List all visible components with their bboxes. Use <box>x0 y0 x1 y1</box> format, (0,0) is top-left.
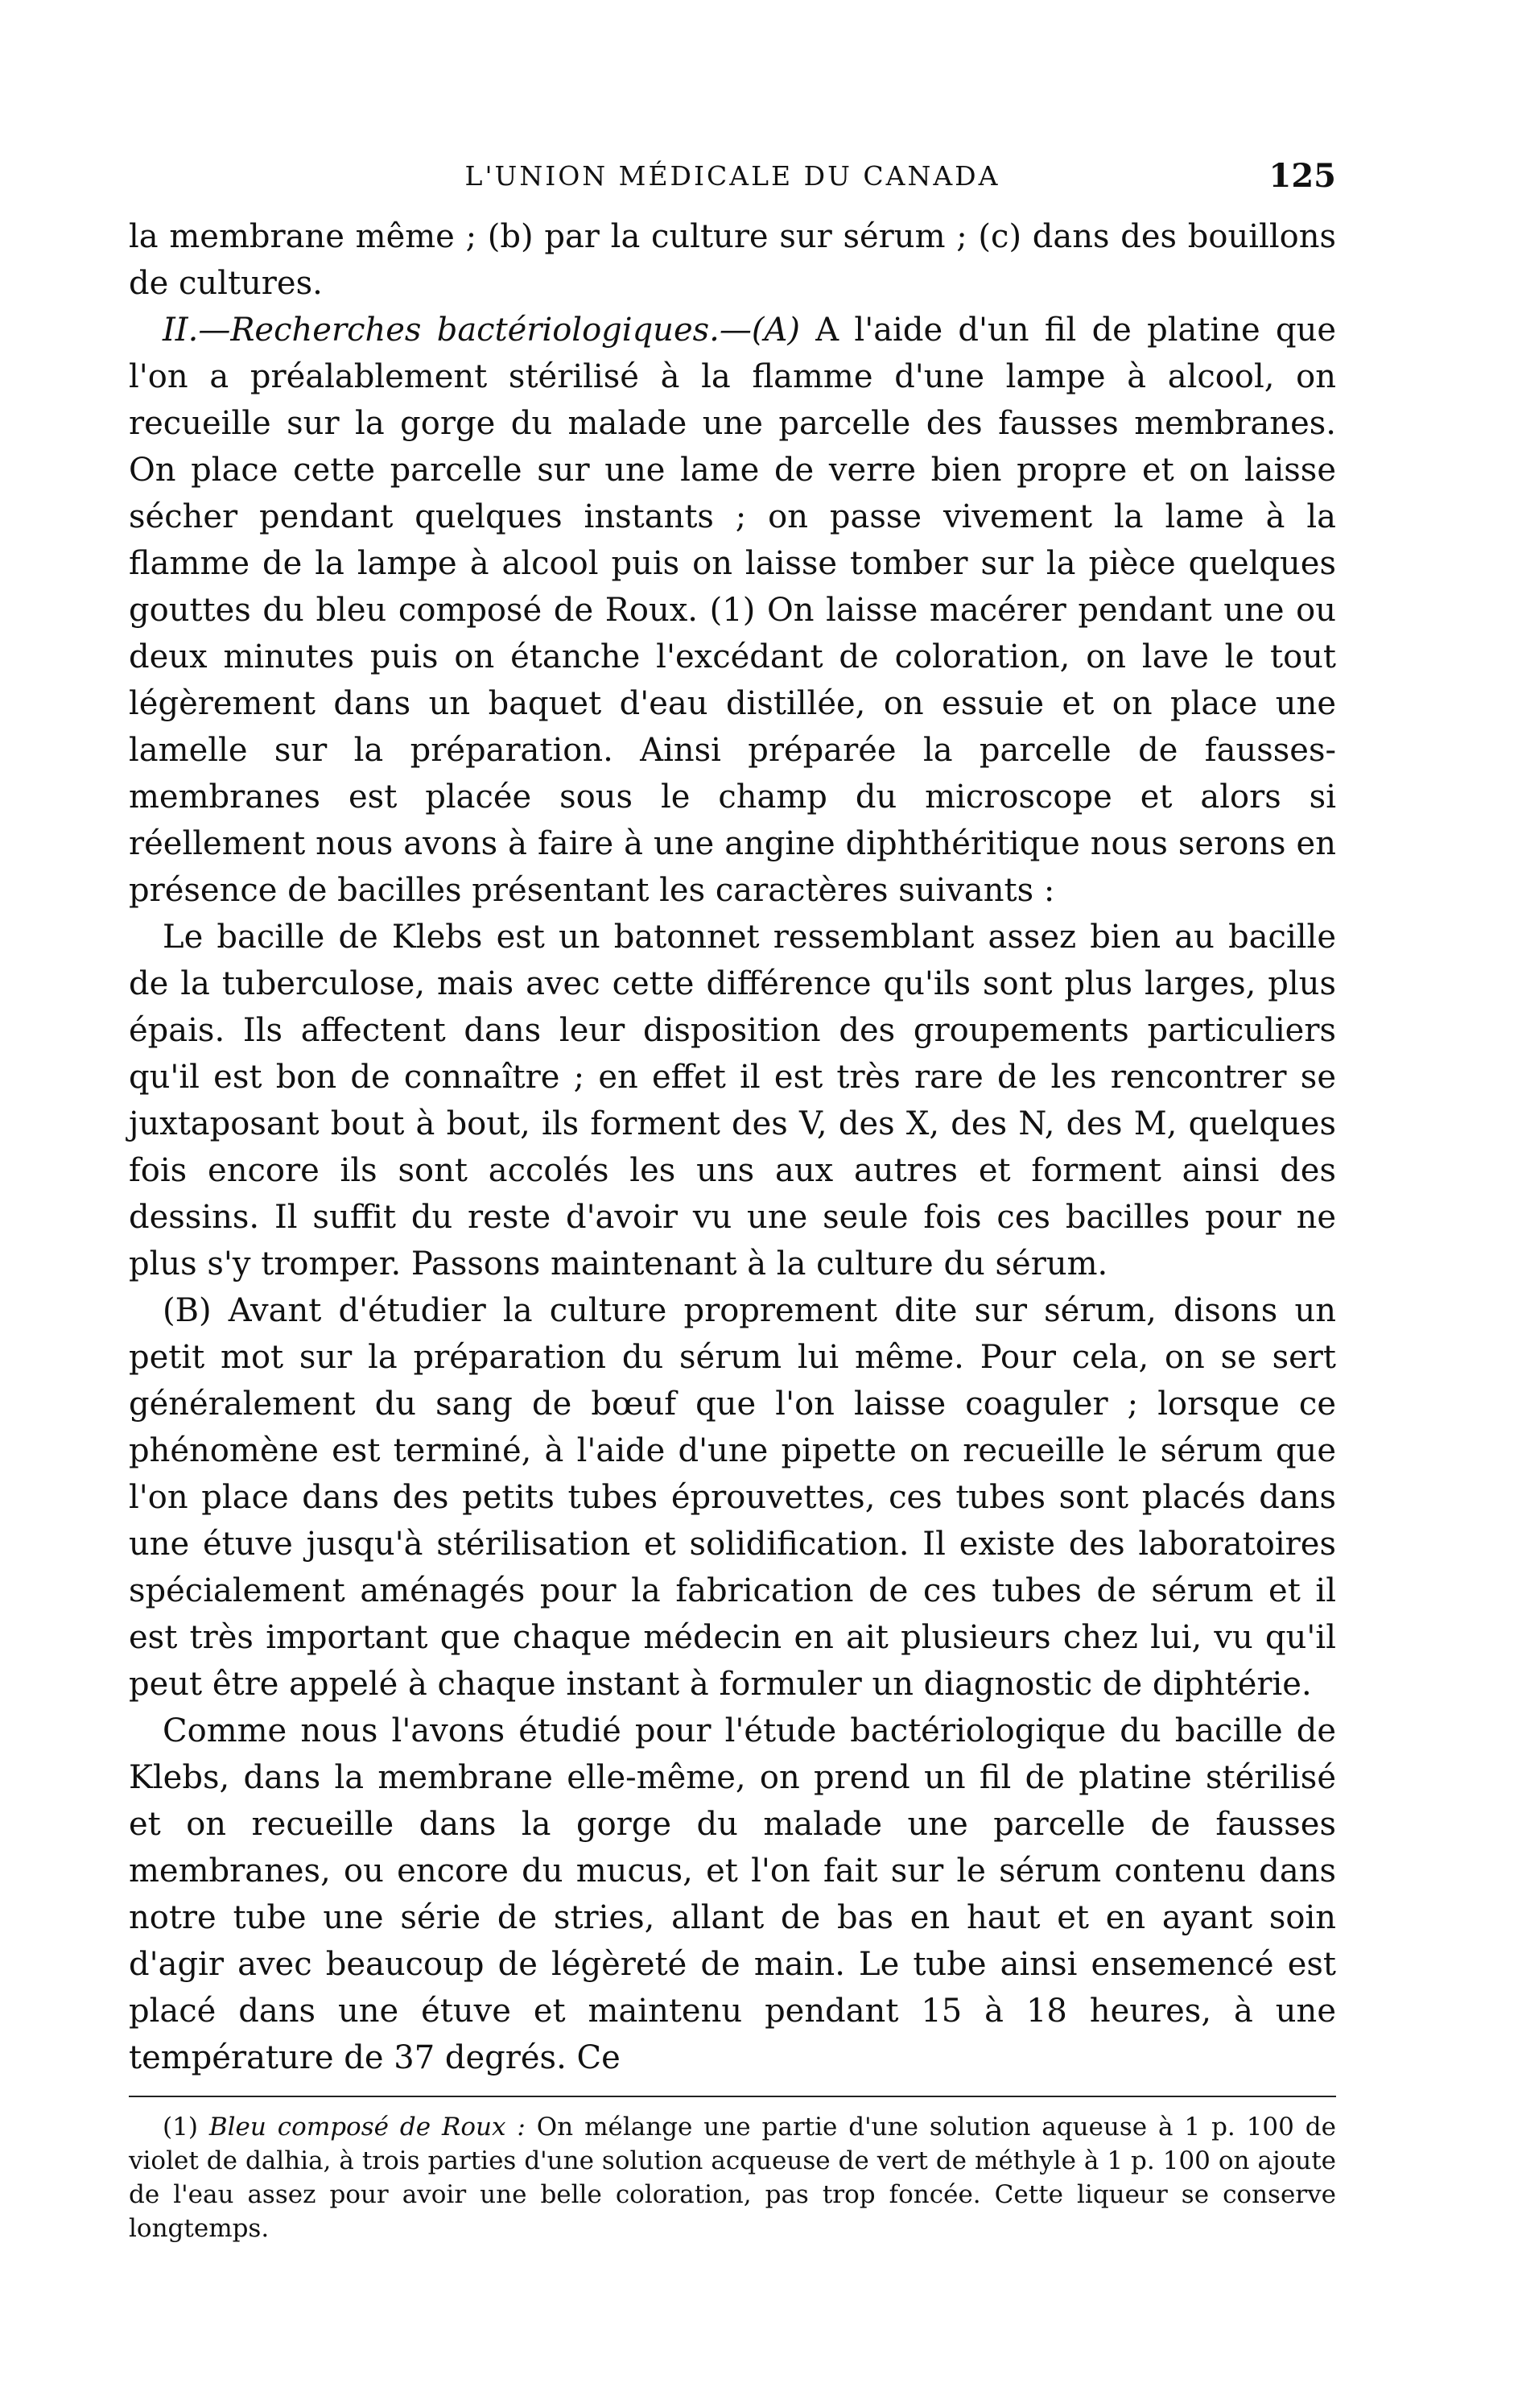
paragraph-4: (B) Avant d'étudier la culture proprement dite sur sérum, disons un petit mot sur la préparation du sérum lui même. Pour cela, on se sert généralement du sang de bœuf que l'on laisse coaguler ; lorsque ce phénomène est terminé, à l'aide d'une pipette on recueille le sérum que l'on place dans des petits tubes éprouvettes, ces tubes sont placés dans une étuve jusqu'à stérilisation et solidification. Il existe des laboratoires spécialement aménagés pour la fabrication de ces tubes de sérum et il est très important que chaque médecin en ait plusieurs chez lui, vu qu'il peut être appelé à chaque instant à formuler un diagnostic de diphtérie. <box>129 1292 1336 1703</box>
footnotes <box>129 2110 1336 2245</box>
paragraph-2-text: A l'aide d'un fil de platine que l'on a préalablement stérilisé à la flamme d'une lampe à alcool, on recueille sur la gorge du malade une parcelle des fausses membranes. On place cette parcelle sur une lame de verre bien propre et on laisse sécher pendant quelques instants ; on passe vivement la lame à la flamme de la lampe à alcool puis on laisse tomber sur la pièce quelques gouttes du bleu composé de Roux. (1) On laisse macérer pendant une ou deux minutes puis on étanche l'excédant de coloration, on lave le tout légèrement dans un baquet d'eau distillée, on essuie et on place une lamelle sur la préparation. Ainsi préparée la parcelle de fausses-membranes est placée sous le champ du microscope et alors si réellement nous avons à faire à une angine diphthéritique nous serons en présence de bacilles présentant les caractères suivants : <box>129 312 1337 909</box>
footnote-1 <box>129 2110 1336 2245</box>
paragraph-3: Le bacille de Klebs est un batonnet ressemblant assez bien au bacille de la tuberculose, mais avec cette différence qu'ils sont plus larges, plus épais. Ils affectent dans leur disposition des groupements particuliers qu'il est bon de connaître ; en effet il est très rare de les rencontrer se juxtaposant bout à bout, ils forment des V, des X, des N, des M, quelques fois encore ils sont accolés les uns aux autres et forment ainsi des dessins. Il suffit du reste d'avoir vu une seule fois ces bacilles pour ne plus s'y tromper. Passons maintenant à la culture du sérum. <box>129 919 1336 1282</box>
footnote-text: On mélange une partie d'une solution aqueuse à 1 p. 100 de violet de dalhia, à trois parties d'une solution acqueuse de vert de méthyle à 1 p. 100 on ajoute de l'eau assez pour avoir une belle coloration, pas trop foncée. Cette liqueur se conserve longtemps. <box>129 2113 1336 2243</box>
footnote-divider <box>129 2096 1336 2097</box>
running-head <box>129 157 1336 213</box>
paragraph-5: Comme nous l'avons étudié pour l'étude bactériologique du bacille de Klebs, dans la membrane elle-même, on prend un fil de platine stérilisé et on recueille dans la gorge du malade une parcelle de fausses membranes, ou encore du mucus, et l'on fait sur le sérum contenu dans notre tube une série de stries, allant de bas en haut et en ayant soin d'agir avec beaucoup de légèreté de main. Le tube ainsi ensemencé est placé dans une étuve et maintenu pendant 15 à 18 heures, à une température de 37 degrés. Ce <box>129 1712 1336 2076</box>
page <box>129 157 1336 2245</box>
footnote-label: Bleu composé de Roux : <box>208 2113 526 2142</box>
paragraph-1: la membrane même ; (b) par la culture sur sérum ; (c) dans des bouillons de cultures. <box>129 218 1336 302</box>
paragraph-2 <box>129 307 1336 914</box>
running-title: L'UNION MÉDICALE DU CANADA <box>464 160 1000 192</box>
body-text <box>129 213 1336 2081</box>
section-heading: II.—Recherches bactériologiques.—(A) <box>163 312 800 349</box>
footnote-marker: (1) <box>163 2113 198 2142</box>
page-number: 125 <box>1268 157 1336 195</box>
